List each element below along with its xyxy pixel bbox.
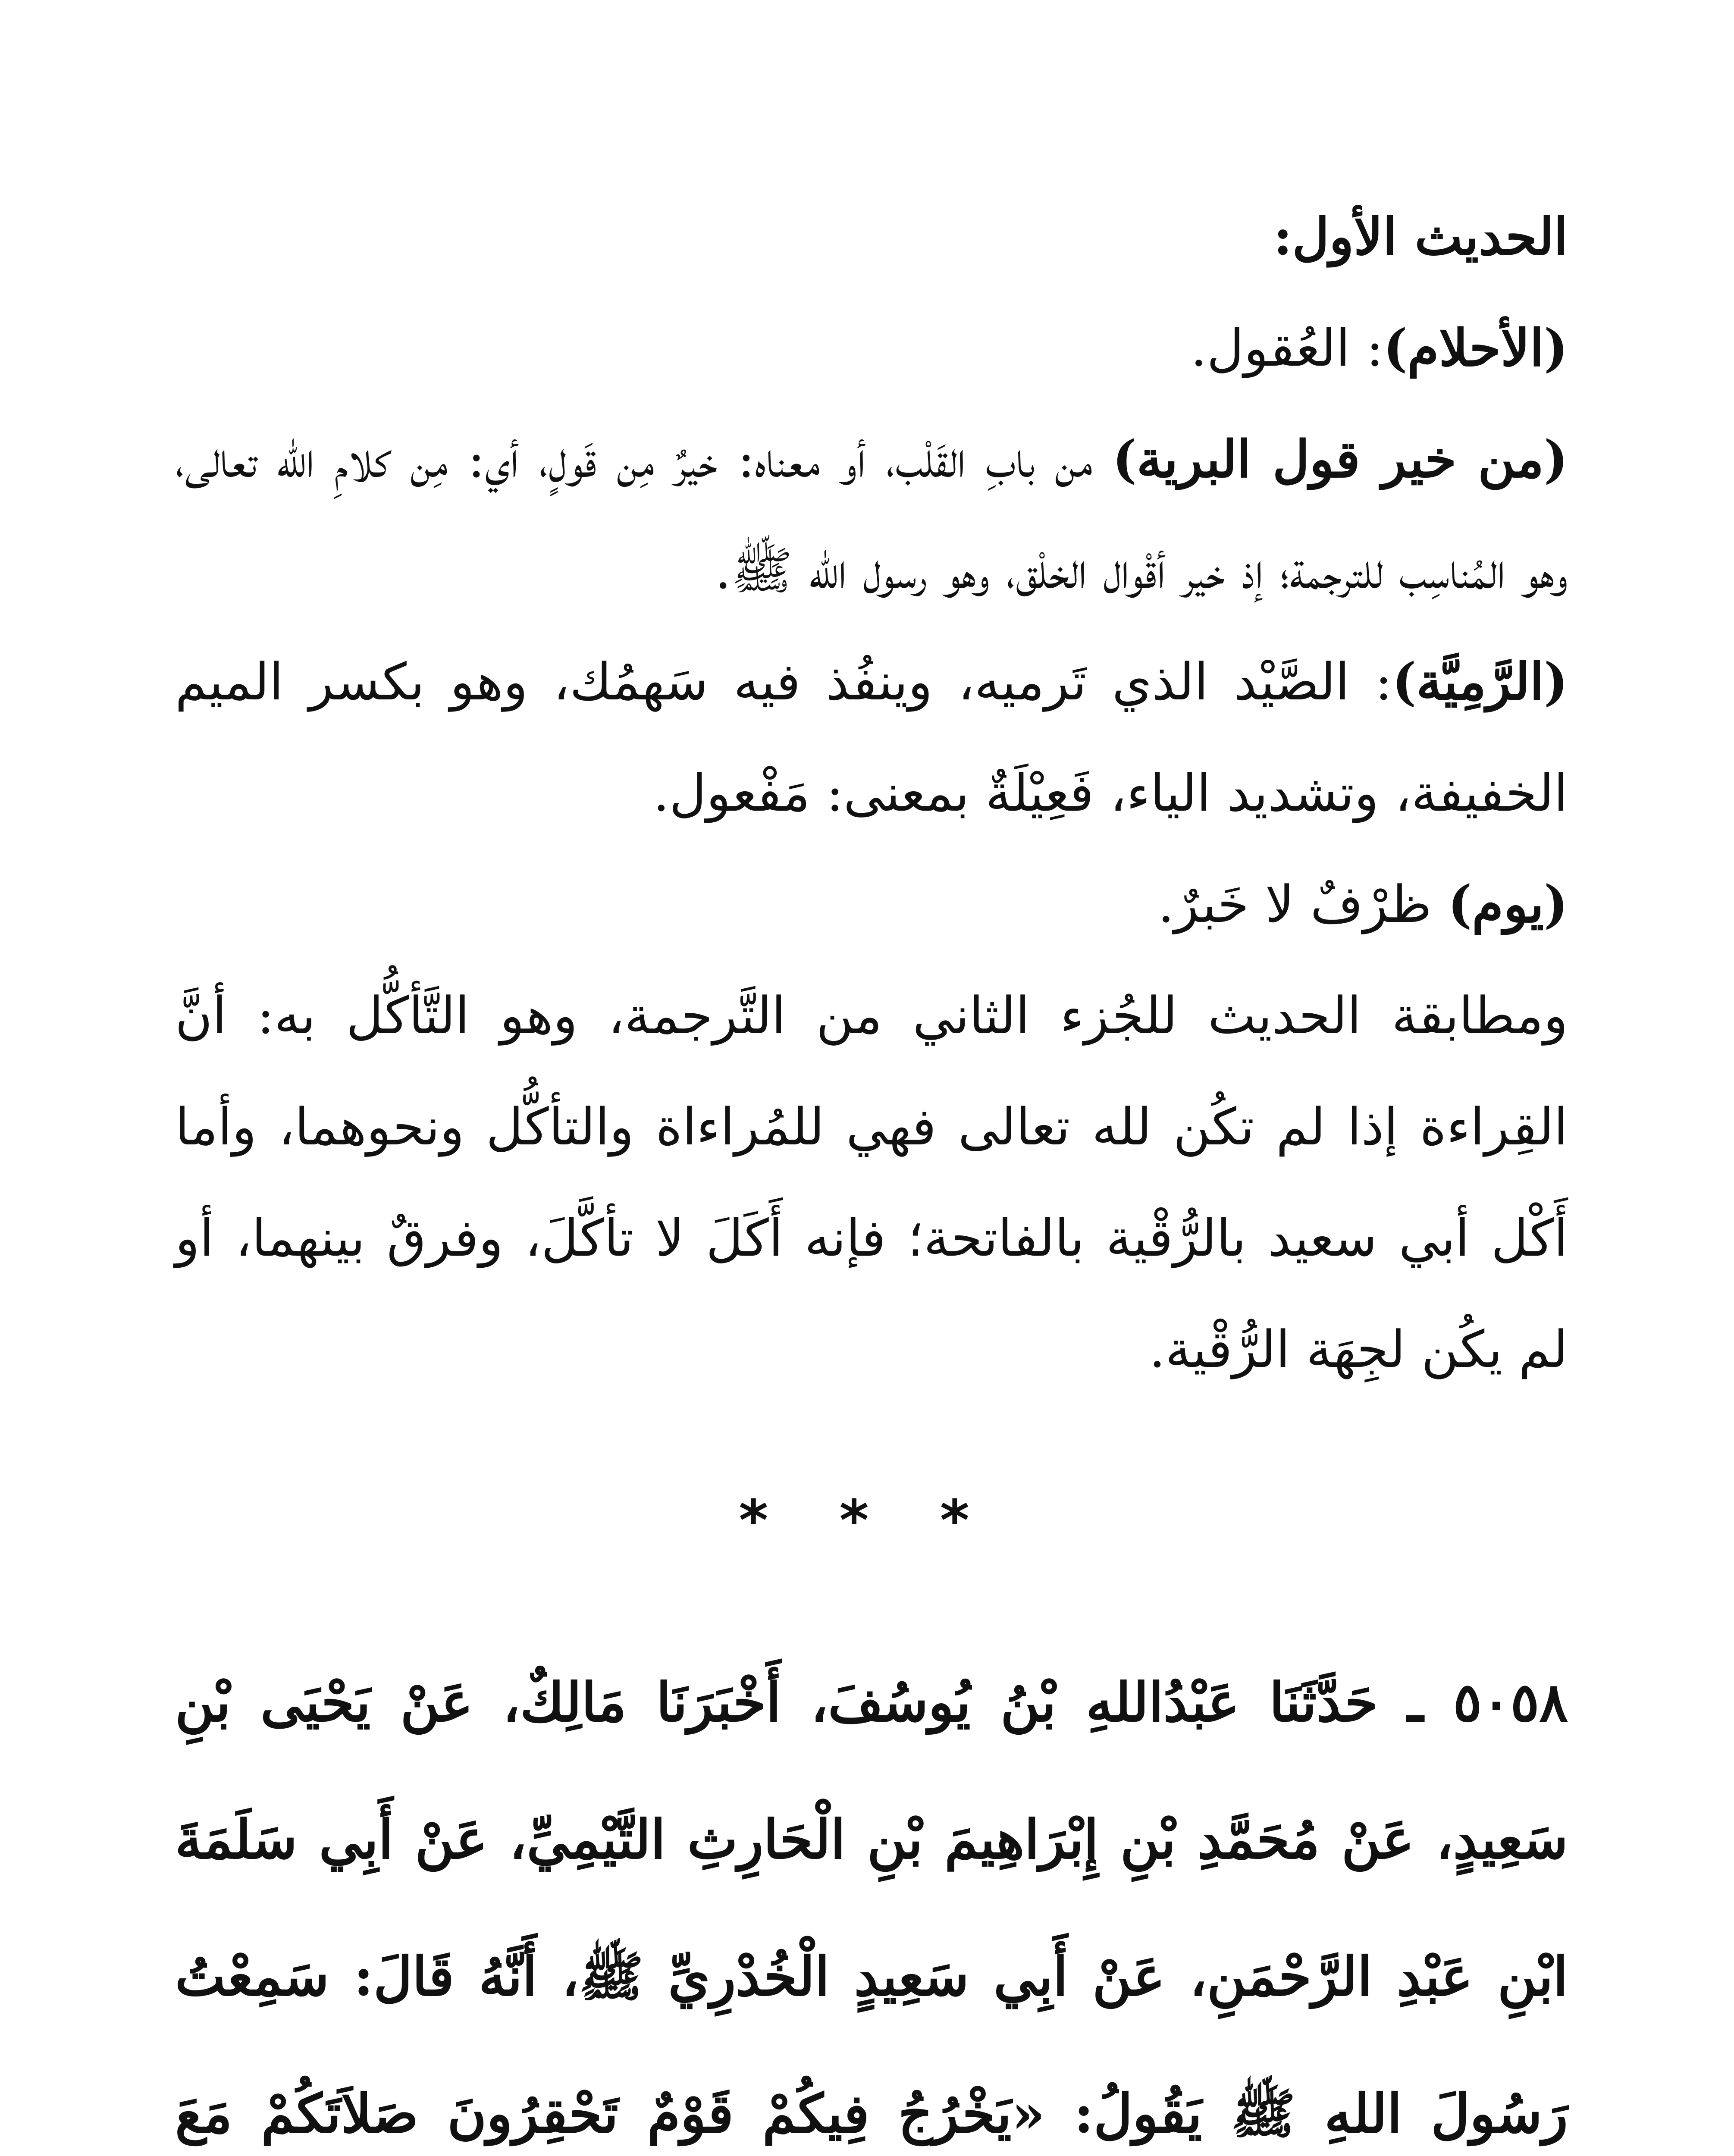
- glossed-term: (الأحلام): [1383, 318, 1568, 378]
- commentary-paragraph: [175, 626, 1568, 849]
- section-separator: * * *: [739, 1488, 995, 1553]
- section-heading: الحديث الأول:: [1273, 207, 1568, 266]
- gloss-text: : العُقول.: [1191, 318, 1383, 378]
- commentary-paragraph: [175, 849, 1568, 960]
- commentary-paragraph: ومطابقة الحديث للجُزء الثاني من التَّرجمة، وهو التَّأكُّل به: أنَّ القِراءة إذا لم تكُن لله تعالى فهي للمُراءاة والتأكُّل ونحوهما، وأما أَكْل أبي سعيد بالرُّقْية بالفاتحة؛ فإنه أَكَلَ لا تأكَّلَ، وفرقٌ بينهما، أو لم يكُن لجِهَة الرُّقْية.: [175, 986, 1568, 1379]
- glossed-term: (من خير قول البرية): [1112, 429, 1568, 489]
- glossed-term: (يوم): [1448, 874, 1568, 934]
- commentary-paragraph: [175, 404, 1568, 626]
- commentary-section: [175, 181, 1568, 1405]
- hadith-text: ٥٠٥٨ ـ حَدَّثَنَا عَبْدُاللهِ بْنُ يُوسُفَ، أَخْبَرَنَا مَالِكٌ، عَنْ يَحْيَى بْنِ سَعِيدٍ، عَنْ مُحَمَّدِ بْنِ إِبْرَاهِيمَ بْنِ الْحَارِثِ التَّيْمِيِّ، عَنْ أَبِي سَلَمَةَ ابْنِ عَبْدِ الرَّحْمَنِ، عَنْ أَبِي سَعِيدٍ الْخُدْرِيِّ ﷺ، أَنَّهُ قَالَ: سَمِعْتُ رَسُولَ اللهِ ﷺ يَقُولُ: «يَخْرُجُ فِيكُمْ قَوْمٌ تَحْقِرُونَ صَلاَتَكُمْ مَعَ: [175, 1671, 1568, 2145]
- gloss-text: من بابِ القَلْب، أو معناه: خيرٌ مِن قَولٍ، أي: مِن كلامِ الله تعالى، وهو المُناسِب للترجمة؛ إذ خير أقْوال الخلْق، وهو رسول الله ﷺ.: [175, 429, 1568, 600]
- gloss-text: : الصَّيْد الذي تَرميه، وينفُذ فيه سَهمُك، وهو بكسر الميم الخفيفة، وتشديد الياء، فَعِيْلَةٌ بمعنى: مَفْعول.: [175, 652, 1568, 823]
- glossed-term: (الرَّمِيَّة): [1392, 652, 1568, 711]
- gloss-text: ظرْفٌ لا خَبرٌ.: [1158, 874, 1448, 934]
- commentary-paragraph: [175, 292, 1568, 404]
